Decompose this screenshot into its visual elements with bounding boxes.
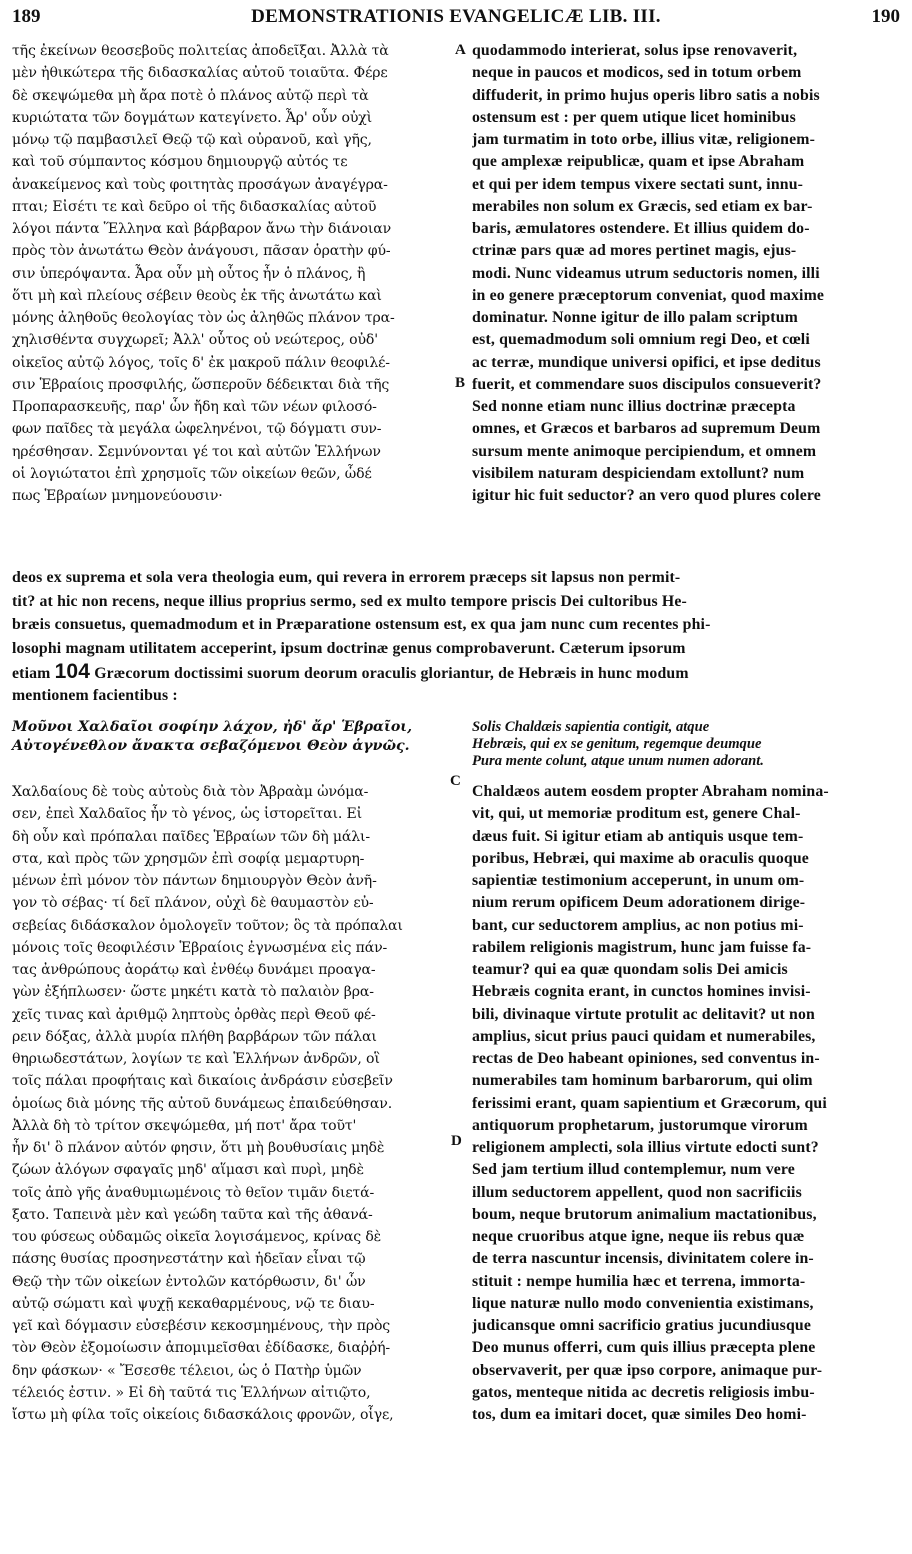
text-line: σεβείας διδάσκαλον ὁμολογεῖν τοῦτον; ὃς τὰ πρόπαλαι — [12, 917, 403, 934]
margin-marker-b: B — [455, 375, 466, 391]
text-line: visibilem naturam despiciendam extollunt? num — [472, 464, 805, 482]
text-line: mentionem facientibus : — [12, 686, 178, 704]
text-line: sapientiæ testimonium acceperunt, in unum om- — [472, 872, 805, 889]
text-line: diffuderit, in primo hujus operis libro satis a nobis — [472, 86, 820, 104]
text-line: illum seductorem appellent, quod non sacrificiis — [472, 1183, 802, 1201]
text-line: ζώων ἀλόγων σφαγαῖς μηδ' αἵμασι καὶ πυρὶ, μηδὲ — [12, 1162, 364, 1179]
text-line: Pura mente colunt, atque unum numen adorant. — [472, 753, 764, 769]
text-line: ferissimi erant, quam sapientium et Græcorum, qui — [472, 1094, 827, 1112]
text-line: καὶ τοῦ σύμπαντος κόσμου δημιουργῷ αὐτός τε — [12, 154, 348, 171]
text-line: πως Ἑβραίων μνημονεύουσιν· — [12, 488, 223, 504]
text-line: amplius, sicut prius pauci quidam et numerabiles, — [472, 1027, 816, 1045]
text-line: Sed nonne etiam nunc illius doctrinæ præcepta — [472, 398, 796, 415]
text-line: μόνῳ τῷ παμβασιλεῖ Θεῷ τῷ καὶ οὐρανοῦ, καὶ γῆς, — [12, 132, 372, 148]
text-line: ostensum est : per quem utique licet hominibus — [472, 108, 796, 126]
text-line: que amplexæ reipublicæ, quam et ipse Abraham — [472, 153, 805, 171]
margin-number: 104 — [54, 660, 91, 683]
text-line: igitur hic fuit seductor? an vero quod plures colere — [472, 487, 821, 504]
text-line: modi. Nunc videamus utrum seductoris nomen, illi — [472, 264, 820, 282]
text-line: Hebræis cognita erant, in cunctos homines invisi- — [472, 983, 811, 1001]
text-line: ctrinæ pars quæ ad mores pertinet magis, ejus- — [472, 242, 797, 260]
text-line: μένων ἐπὶ μόνον τὸν πάντων δημιουργὸν Θεὸν ἀνῆ- — [12, 873, 377, 889]
text-line: πρὸς τὸν ἀνωτάτω Θεὸν ἀνάγουσι, πᾶσαν ὁρατὴν φύ- — [12, 243, 391, 260]
text-line: judicansque omni sacrificio gratius jucundiusque — [472, 1317, 811, 1334]
text-line: σιν Ἑβραίοις προσφιλής, ὥσπεροῦν δέδεικται διὰ τῆς — [12, 376, 390, 393]
text-line: Χαλδαίους δὲ τοὺς αὐτοὺς διὰ τὸν Ἀβραὰμ ὠνόμα- — [12, 784, 369, 800]
text-line: et qui per idem tempus vixere sectati sunt, innu- — [472, 175, 804, 193]
text-line: τὸν Θεὸν ἐξομοίωσιν ἀπομιμεῖσθαι ἐδίδασκε, διαῤῥή- — [12, 1340, 391, 1357]
text-line: τοῖς ἀπὸ γῆς ἀναθυμιωμένοις τὸ θεῖον τιμᾶν διετά- — [12, 1184, 375, 1201]
text-line: φων παῖδες τὰ μεγάλα ὠφεληνένοι, τῷ δόγματι συν- — [12, 421, 382, 438]
margin-marker-c: C — [450, 773, 461, 789]
text-line: δὴ οὖν καὶ πρόπαλαι παῖδες Ἑβραίων τῶν δὴ μάλι- — [12, 828, 371, 845]
text-line: de terra nascuntur incensis, divinitatem colere in- — [472, 1250, 814, 1268]
text-line: jam turmatim in toto orbe, illius vitæ, religionem- — [472, 131, 815, 148]
text-line: χηλισθέντα συγχωρεῖ; Ἀλλ' οὗτος οὐ νεώτερος, οὐδ' — [12, 332, 378, 349]
text-line: Ἀλλὰ δὴ τὸ τρίτον σκεψώμεθα, μή ποτ' ἄρα τοῦτ' — [12, 1117, 357, 1134]
text-line: quodammodo interierat, solus ipse renovaverit, — [472, 42, 798, 59]
text-line: ρειν δόξας, ἀλλὰ μυρία πλήθη βαρβάρων τῶν πάλαι — [12, 1028, 377, 1045]
margin-marker-a: A — [455, 42, 466, 58]
text-line: Sed jam tertium illud contemplemur, num vere — [472, 1161, 795, 1179]
text-line: bili, divinaque virtute protulit ac delitavit? ut non — [472, 1005, 815, 1023]
text-line: gatos, menteque nitida ac decretis religiosis imbu- — [472, 1383, 815, 1401]
text-line: bant, cur seductorem amplius, ac non potius mi- — [472, 916, 804, 934]
text-line: tos, dum ea imitari docet, quæ similes Deo homi- — [472, 1406, 807, 1423]
text-line: ξατο. Ταπεινὰ μὲν καὶ γεώδη ταῦτα καὶ τῆς ἀθανά- — [12, 1206, 373, 1223]
text-line — [12, 660, 900, 684]
line-rest: Græcorum doctissimi suorum deorum oraculis gloriantur, de Hebræis in hunc modum — [94, 665, 689, 682]
text-line: Solis Chaldæis sapientia contigit, atque — [472, 719, 710, 735]
text-line: σεν, ἐπεὶ Χαλδαῖος ἦν τὸ γένος, ὡς ἱστορεῖται. Εἰ — [12, 806, 363, 823]
text-line: γὼν ἐξήπλωσεν· ὥστε μηκέτι κατὰ τὸ παλαιὸν βρα- — [12, 984, 374, 1001]
text-line: ηρέσθησαν. Σεμνύνονται γέ τοι καὶ αὐτῶν Ἑλλήνων — [12, 443, 381, 460]
text-line: οἱ λογιώτατοι ἐπὶ χρησμοῖς τῶν οἰκείων θεῶν, ὧδέ — [12, 465, 372, 482]
text-line: lique naturæ nullo modo convenientia existimans, — [472, 1294, 814, 1312]
text-line: rabilem religionis magistrum, hunc jam fuisse fa- — [472, 938, 812, 956]
text-line: losophi magnam utilitatem acceperint, ipsum doctrinæ genus comprobaverunt. Cæterum ipsorum — [12, 639, 686, 657]
text-line: Deo munus offerri, cum quis illius præcepta plene — [472, 1339, 816, 1357]
text-line: poribus, Hebræi, qui maxime ab oraculis quoque — [472, 849, 809, 867]
text-line: vit, qui, ut memoriæ proditum est, genere Chal- — [472, 805, 801, 823]
text-line: deos ex suprema et sola vera theologia eum, qui revera in errorem præceps sit lapsus non permit- — [12, 569, 681, 586]
text-line: Αὐτογένεθλον ἄνακτα σεβαζόμενοι Θεὸν ἁγνῶς. — [12, 738, 410, 754]
text-line: κυριώτατα τῶν δογμάτων κατεγίνετο. Ἆρ' οὖν οὐχὶ — [12, 109, 373, 126]
right-page-number: 190 — [871, 6, 900, 27]
text-line: αὐτῷ σώματι καὶ ψυχῇ κεκαθαρμένους, νῷ τε διαυ- — [12, 1295, 375, 1312]
text-line: observaverit, per quæ ipso corpore, animaque pur- — [472, 1361, 823, 1379]
text-line: numerabiles tam hominum barbarorum, qui olim — [472, 1072, 813, 1090]
text-line: ac terræ, mundique universi opifici, et ipse deditus — [472, 353, 821, 371]
text-line: ἴστω μὴ φίλα τοῖς οἰκείοις διδασκάλοις φρονῶν, οἷγε, — [12, 1407, 394, 1423]
text-line: neque cruoribus atque igne, neque iis rebus quæ — [472, 1228, 805, 1245]
text-line: πάσης θυσίας προσηνεστάτην καὶ ἡδεῖαν εἶναι τῷ — [12, 1251, 366, 1268]
text-line: tit? at hic non recens, neque illius proprius sermo, sed ex multo tempore priscis Dei cultoribus He- — [12, 592, 687, 610]
text-line: baris, æmulatores ostendere. Et illius quidem do- — [472, 220, 810, 237]
margin-marker-d: D — [451, 1133, 462, 1149]
text-line: τας ἀνθρώπους ἀοράτῳ καὶ ἐνθέῳ δυνάμει προαγα- — [12, 962, 376, 978]
latin-full-width — [12, 566, 900, 660]
text-line: μόνοις τοῖς θεοφιλέσιν Ἑβραίοις ἐγνωσμένα εἰς πάν- — [12, 939, 388, 956]
text-line: in eo genere præceptorum conveniat, quod maxime — [472, 286, 825, 304]
text-line: stituit : nempe humilia hæc et terrena, immorta- — [472, 1272, 806, 1290]
text-line: dæus fuit. Si igitur etiam ab antiquis usque tem- — [472, 827, 804, 845]
text-line: Προπαρασκευῆς, παρ' ὧν ἤδη καὶ τῶν νέων φιλοσό- — [12, 399, 377, 415]
text-line: sursum mente animoque percipiendum, et omnem — [472, 442, 817, 460]
text-line: τοῖς πάλαι προφήταις καὶ δικαίοις ἀνδράσιν εὐσεβεῖν — [12, 1073, 393, 1090]
verse-greek — [12, 718, 454, 756]
latin-full-width-tail — [12, 660, 900, 707]
line-start-word: etiam — [12, 665, 51, 682]
text-line: πται; Εἰσέτι τε καὶ δεῦρο οἱ τῆς διδασκαλίας αὐτοῦ — [12, 198, 377, 215]
text-line: γεῖ καὶ δόγμασιν εὐσεβέσιν κεκοσμημένους, τὴν πρὸς — [12, 1318, 391, 1334]
text-line: του φύσεως οὐδαμῶς οἰκεῖα λογισάμενος, κρίνας δὲ — [12, 1229, 382, 1245]
text-line: τῆς ἐκείνων θεοσεβοῦς πολιτείας ἀποδεῖξαι. Ἀλλὰ τὰ — [12, 43, 389, 59]
text-line: religionem amplecti, sola illius virtute edocti sunt? — [472, 1139, 819, 1156]
text-line: rectas de Deo habeant opiniones, sed conventus in- — [472, 1050, 820, 1067]
text-line: χεῖς τινας καὶ ἀριθμῷ ληπτοὺς ὀρθὰς περὶ Θεοῦ φέ- — [12, 1006, 376, 1023]
text-line: est, quemadmodum soli omnium regi Deo, et cœli — [472, 331, 810, 349]
greek-column-bottom — [12, 781, 454, 1426]
text-line: ὅτι μὴ καὶ πλείους σέβειν θεοὺς ἐκ τῆς ἀνωτάτω καὶ — [12, 287, 382, 304]
text-line: ὁμοίως διὰ μόνης τῆς αὐτοῦ δυνάμεως ἐπαιδεύθησαν. — [12, 1095, 393, 1112]
text-line: θηριωδεστάτων, λογίων τε καὶ Ἑλλήνων ἀνδρῶν, οἳ — [12, 1051, 380, 1067]
text-line: fuerit, et commendare suos discipulos consueverit? — [472, 375, 822, 393]
text-line: omnes, et Græcos et barbaros ad supremum Deum — [472, 420, 821, 438]
text-line: Μοῦνοι Χαλδαῖοι σοφίην λάχον, ἠδ' ἄρ' Ἑβραῖοι, — [12, 719, 413, 735]
text-line: antiquorum prophetarum, justorumque virorum — [472, 1116, 808, 1134]
running-title: DEMONSTRATIONIS EVANGELICÆ LIB. III. — [251, 6, 661, 27]
text-line: λόγοι πάντα Ἕλληνα καὶ βάρβαρον ἄνω τὴν διάνοιαν — [12, 221, 392, 237]
text-line: τέλειός ἐστιν. » Εἰ δὴ ταῦτά τις Ἑλλήνων αἰτιῷτο, — [12, 1384, 371, 1401]
text-line: ἀνακείμενος καὶ τοὺς φοιτητὰς προσάγων ἀναγέγρα- — [12, 176, 388, 193]
text-line: Chaldæos autem eosdem propter Abraham nomina- — [472, 783, 829, 800]
text-line: οἰκεῖος αὐτῷ λόγος, τοῖς δ' ἐκ μακροῦ πάλιν θεοφιλέ- — [12, 354, 390, 371]
verse-latin — [472, 719, 900, 770]
text-line: μόνης ἀληθοῦς θεολογίας τὸν ὡς ἀληθῶς πλάνον τρα- — [12, 310, 395, 326]
left-page-number: 189 — [12, 6, 41, 27]
text-line: δὲ σκεψώμεθα μὴ ἄρα ποτὲ ὁ πλάνος αὐτῷ περὶ τὰ — [12, 87, 369, 104]
running-header — [12, 6, 900, 32]
text-line: bræis consuetus, quemadmodum et in Præparatione ostensum est, ex qua jam nunc cum recentes phi- — [12, 616, 711, 633]
text-line: neque in paucos et modicos, sed in totum orbem — [472, 64, 802, 82]
latin-column-top — [472, 40, 900, 507]
text-line: dominatur. Nonne igitur de illo palam scriptum — [472, 309, 798, 326]
text-line: ἦν δι' ὃ πλάνον αὐτόν φησιν, ὅτι μὴ βουθυσίαις μηδὲ — [12, 1140, 385, 1156]
text-line: Θεῷ τὴν τῶν οἰκείων ἐντολῶν κατόρθωσιν, δι' ὧν — [12, 1273, 366, 1290]
greek-column-top — [12, 40, 454, 507]
text-line: μὲν ἠθικώτερα τῆς διδασκαλίας αὐτοῦ τοιαῦτα. Φέρε — [12, 65, 388, 82]
text-line: nium rerum opificem Deum adorationem dirige- — [472, 894, 806, 912]
text-line: merabiles non solum ex Græcis, sed etiam ex bar- — [472, 197, 813, 215]
latin-column-bottom — [472, 781, 900, 1426]
text-line: boum, neque brutorum animalium mactationibus, — [472, 1205, 817, 1223]
text-line: teamur? qui ea quæ quondam solis Dei amicis — [472, 961, 788, 978]
text-line: γον τὸ σέβας· τί δεῖ πλάνον, οὐχὶ δὲ θαυμαστὸν εὐ- — [12, 895, 374, 912]
text-line: δην φάσκων· « Ἔσεσθε τέλειοι, ὡς ὁ Πατὴρ ὑμῶν — [12, 1362, 362, 1379]
text-line: σιν ὑπερόψαντα. Ἆρα οὖν μὴ οὗτος ἦν ὁ πλάνος, ἢ — [12, 265, 366, 282]
text-line: στα, καὶ πρὸς τῶν χρησμῶν ἐπὶ σοφίᾳ μεμαρτυρη- — [12, 850, 365, 867]
text-line: Hebræis, qui ex se genitum, regemque deumque — [472, 736, 762, 752]
